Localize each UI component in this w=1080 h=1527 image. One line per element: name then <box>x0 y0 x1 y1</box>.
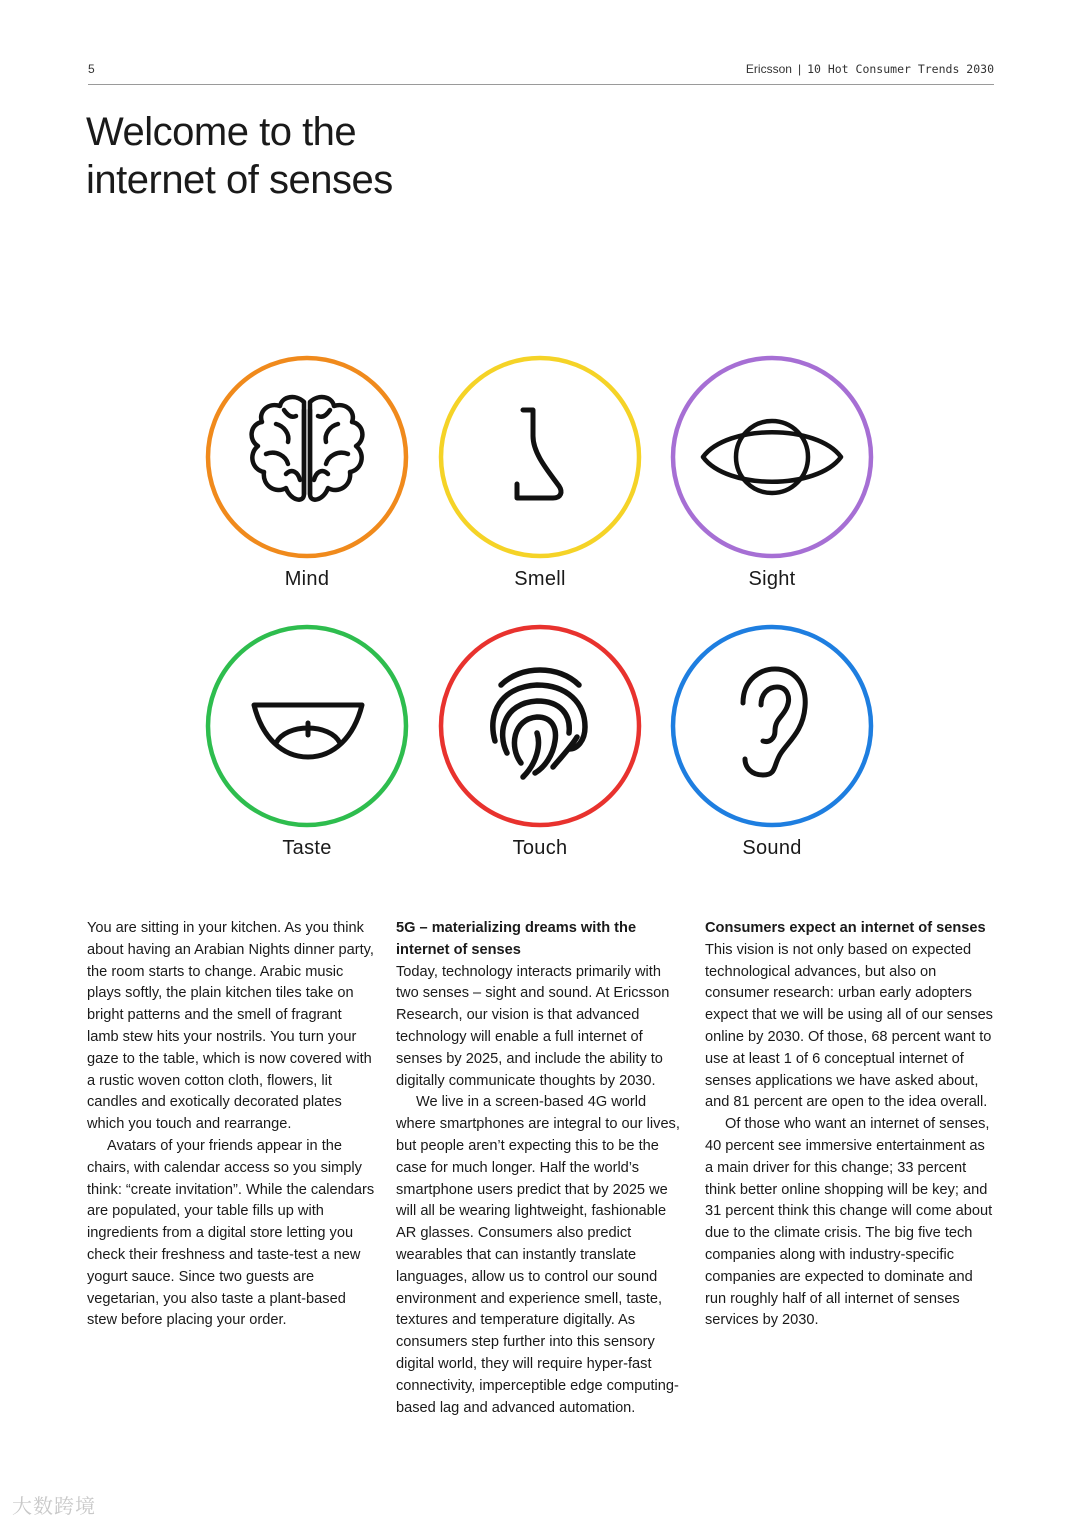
paragraph: We live in a screen-based 4G world where smartphones are integral to our lives, but people aren’t expecting this to be the case for much longer. Half the world’s smartphone users predict that by 2025 we will all be wearing lightweight, fashionable AR glasses. Consumers also predict wearables that can instantly translate languages, allow us to control our sound environment and experience smell, taste, textures and temperature digitally. As consumers step further into this sensory digital world, they will require hyper-fast connectivity, imperceptible edge computing-based lag and advanced automation. <box>396 1094 680 1416</box>
sense-mind <box>187 354 427 591</box>
sense-label: Sound <box>742 837 802 859</box>
header-separator: | <box>797 62 802 76</box>
page-title: Welcome to the internet of senses <box>86 110 393 202</box>
section-heading: Consumers expect an internet of senses <box>705 920 986 936</box>
sense-label: Mind <box>284 568 330 590</box>
paragraph: This vision is not only based on expected technological advances, but also on consumer research: urban early adopters expect that we will be using all of our senses online by 2030. Of those, 68 percent want to use at least 1 of 6 conceptual internet of senses applications we have asked about, and 81 percent are open to the idea overall. <box>705 941 993 1111</box>
watermark-logo: 大数跨境 <box>12 1494 96 1518</box>
sense-taste <box>187 623 427 860</box>
sense-sight <box>652 354 892 591</box>
running-header <box>746 62 994 76</box>
paragraph: Today, technology interacts primarily with two senses – sight and sound. At Ericsson Research, our vision is that advanced technology will enable a full internet of senses by 2025, and include the ability to digitally communicate thoughts by 2030. <box>396 963 670 1089</box>
section-heading: 5G – materializing dreams with the internet of senses <box>396 920 637 958</box>
report-title: 10 Hot Consumer Trends 2030 <box>807 62 994 76</box>
brand-name: Ericsson <box>745 62 792 76</box>
mouth-icon <box>204 623 410 829</box>
page-header <box>88 58 994 85</box>
brain-icon <box>204 354 410 560</box>
paragraph: Of those who want an internet of senses, 40 percent see immersive entertainment as a main driver for this change; 33 percent think better online shopping will be key; and 31 percent think this change will come about due to the climate crisis. The big five tech companies along with industry-specific companies are expected to dominate and run roughly half of all internet of senses services by 2030. <box>705 1116 993 1329</box>
body-column-1 <box>87 918 377 1332</box>
paragraph: Avatars of your friends appear in the chairs, with calendar access so you simply think: “create invitation”. While the calendars are populated, your table fills up with ingredients from a digital store letting you check their freshness and taste-test a new yogurt sauce. Since two guests are vegetarian, you also taste a plant-based stew before placing your order. <box>87 1137 375 1329</box>
sense-smell <box>420 354 660 591</box>
page-number: 5 <box>88 62 95 76</box>
paragraph: You are sitting in your kitchen. As you think about having an Arabian Nights dinner party, the room starts to change. Arabic music plays softly, the plain kitchen tiles take on bright patterns and the smell of fragrant lamb stew hits your nostrils. You turn your gaze to the table, which is now covered with a rustic woven cotton cloth, flowers, lit candles and exotically decorated plates which you touch and rearrange. <box>87 920 374 1133</box>
sense-label: Sight <box>748 568 796 590</box>
body-column-3 <box>705 918 995 1332</box>
sense-touch <box>420 623 660 860</box>
sense-label: Touch <box>512 837 568 859</box>
body-column-2 <box>396 918 686 1419</box>
sense-sound <box>652 623 892 860</box>
sense-label: Smell <box>514 568 566 590</box>
eye-icon <box>669 354 875 560</box>
fingerprint-icon <box>437 623 643 829</box>
sense-label: Taste <box>282 837 332 859</box>
nose-icon <box>437 354 643 560</box>
ear-icon <box>669 623 875 829</box>
